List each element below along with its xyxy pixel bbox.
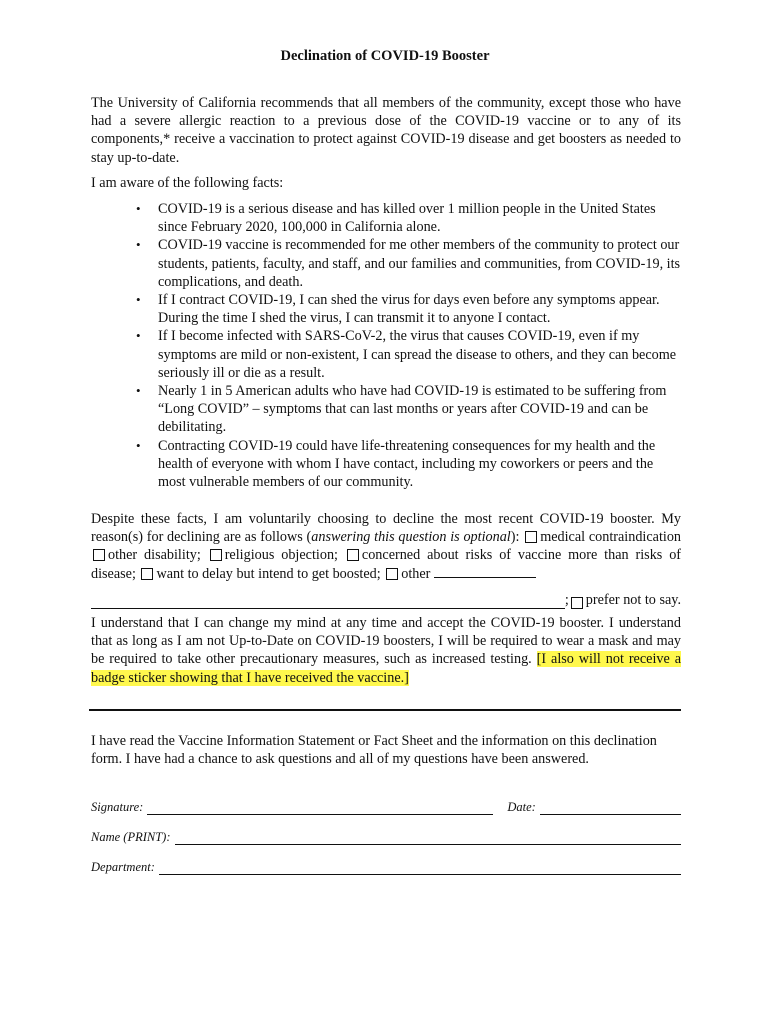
name-label: Name (PRINT):	[91, 830, 171, 844]
department-label: Department:	[91, 860, 155, 874]
decline-lead-end: ):	[510, 529, 520, 546]
medical-label: medical contraindication	[540, 529, 682, 546]
date-label: Date:	[507, 800, 536, 814]
signature-label: Signature:	[91, 800, 144, 814]
medical-checkbox[interactable]	[525, 531, 537, 543]
other-reason-line-2[interactable]	[91, 596, 565, 609]
understand-text: I understand that I can change my mind at any time and accept the COVID-19 booster. I understand that as long as I am not Up-to-Date on COVID-19 boosters, I will be required to wear a mask and may be required to take other precautionary measures, such as increased testing.	[91, 615, 681, 668]
prefer-not-checkbox[interactable]	[571, 597, 583, 609]
fact-item: • If I contract COVID-19, I can shed the virus for days even before any symptoms appear. During the time I shed the virus, I can transmit it to anyone I contact.	[158, 291, 681, 327]
religious-checkbox[interactable]	[210, 549, 222, 561]
fact-item: • If I become infected with SARS-CoV-2, the virus that causes COVID-19, even if my symptoms are mild or non-existent, I can spread the disease to others, and they can become seriously ill or die as a result.	[158, 327, 681, 382]
understand-paragraph	[91, 614, 681, 687]
other-disability-checkbox[interactable]	[93, 549, 105, 561]
intro-paragraph: The University of California recommends that all members of the community, except those who have had a severe allergic reaction to a previous dose of the COVID-19 vaccine or to any of its components,* receive a vaccination to protect against COVID-19 disease and get boosters as needed to stay up-to-date.	[91, 95, 681, 166]
decline-lead-text: Despite these facts, I am voluntarily choosing to decline the most recent COVID-19 booster. My reason(s) for declining are as follows (	[91, 511, 681, 546]
delay-label: want to delay but intend to get boosted;	[156, 565, 381, 582]
fact-item: • COVID-19 is a serious disease and has killed over 1 million people in the United States since February 2020, 100,000 in California alone.	[158, 200, 681, 236]
delay-checkbox[interactable]	[141, 568, 153, 580]
optional-note: answering this question is optional	[311, 529, 511, 546]
fact-item: • Nearly 1 in 5 American adults who have had COVID-19 is estimated to be suffering from “Long COVID” – symptoms that can last months or years after COVID-19 and can be debilitating.	[158, 382, 681, 437]
facts-list	[91, 200, 681, 491]
separator: ;	[564, 591, 569, 608]
fact-item: • COVID-19 vaccine is recommended for me other members of the community to protect our students, patients, faculty, and staff, and our families and communities, from COVID-19, its complications, and death.	[158, 236, 681, 291]
risk-label: concerned about risks of vaccine more than risks of disease;	[91, 547, 682, 582]
fact-item: • Contracting COVID-19 could have life-threatening consequences for my health and the health of everyone with whom I have contact, including my coworkers or peers and the most vulnerable members of our community.	[158, 437, 681, 492]
section-divider	[89, 709, 681, 711]
read-statement: I have read the Vaccine Information Statement or Fact Sheet and the information on this declination form. I have had a chance to ask questions and all of my questions have been answered.	[91, 733, 657, 768]
other-reason-row	[91, 591, 681, 609]
prefer-not-label: prefer not to say.	[585, 591, 681, 608]
date-line[interactable]	[540, 804, 681, 815]
signature-line[interactable]	[147, 804, 493, 815]
name-row	[91, 830, 681, 845]
facts-lead-text: I am aware of the following facts:	[91, 175, 284, 191]
other-disability-label: other disability;	[108, 547, 201, 564]
name-line[interactable]	[175, 834, 682, 845]
religious-label: religious objection;	[224, 547, 338, 564]
signature-row	[91, 800, 681, 815]
other-checkbox[interactable]	[386, 568, 398, 580]
badge-sticker-note: [I also will not receive a badge sticker showing that I have received the vaccine.]	[91, 651, 681, 686]
department-row	[91, 860, 681, 875]
document-title: Declination of COVID-19 Booster	[280, 48, 490, 64]
risk-checkbox[interactable]	[347, 549, 359, 561]
other-label: other	[401, 565, 431, 582]
other-reason-line[interactable]	[434, 565, 536, 578]
department-line[interactable]	[159, 864, 681, 875]
decline-reasons-section	[91, 510, 681, 609]
